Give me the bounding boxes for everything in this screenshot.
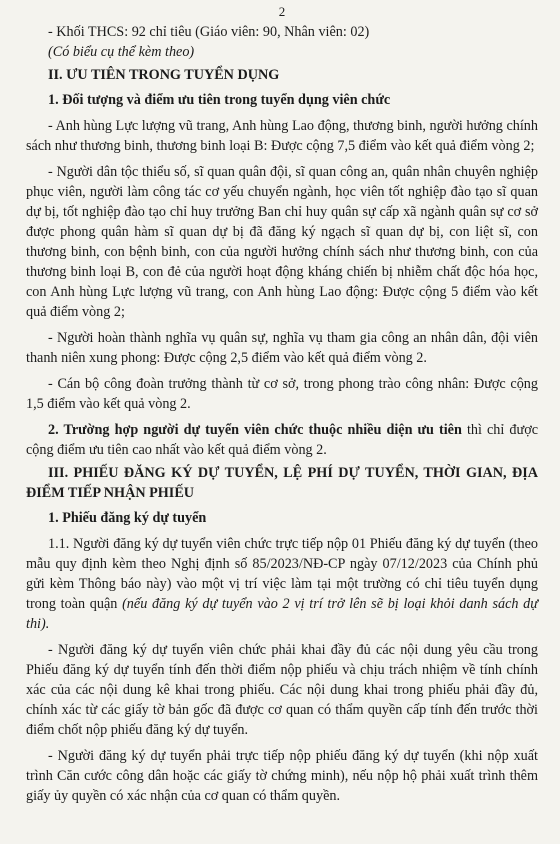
- multiple-priority-bold: 2. Trường hợp người dự tuyển viên chức thuộc nhiều diện ưu tiên: [48, 422, 462, 438]
- attachment-note: (Có biểu cụ thể kèm theo): [48, 44, 195, 60]
- registration-form-note: (nếu đăng ký dự tuyển vào 2 vị trí trở lên sẽ bị loại khỏi danh sách dự thi).: [26, 596, 538, 632]
- multiple-priority-rest: thì chỉ được cộng điểm ưu tiên cao nhất vào kết quả điểm vòng 2.: [26, 422, 538, 458]
- priority-ethnic-paragraph: - Người dân tộc thiểu số, sĩ quan quân đội, sĩ quan công an, quân nhân chuyên nghiệp phục viên, người làm công tác cơ yếu chuyển ngành, học viên tốt nghiệp đào tạo sĩ quan dự bị, tốt nghiệp đào tạo chỉ huy trưởng Ban chỉ huy quân sự cấp xã ngành quân sự cơ sở được phong quân hàm sĩ quan dự bị đã đăng ký ngạch sĩ quan dự bị, con liệt sĩ, con thương binh, con bệnh binh, con của người hưởng chính sách như thương binh, con của thương binh loại B, con đẻ của người hoạt động kháng chiến bị nhiễm chất độc hóa học, con Anh hùng Lực lượng vũ trang, con Anh hùng Lao động: Được cộng 5 điểm vào kết quả điểm vòng 2;: [26, 164, 538, 320]
- section-2-heading: II. ƯU TIÊN TRONG TUYỂN DỤNG: [48, 67, 280, 83]
- registration-form-main: 1.1. Người đăng ký dự tuyển viên chức trực tiếp nộp 01 Phiếu đăng ký dự tuyển (theo mẫu quy định kèm theo Nghị định số 85/2023/NĐ-CP ngày 07/12/2023 của Chính phủ gửi kèm Thông báo này) vào một vị trí việc làm tại một trường có chỉ tiêu tuyển dụng trong toàn quận: [26, 536, 538, 612]
- section-2-1-heading: 1. Đối tượng và điểm ưu tiên trong tuyển dụng viên chức: [48, 92, 391, 108]
- priority-military-service-paragraph: - Người hoàn thành nghĩa vụ quân sự, nghĩa vụ tham gia công an nhân dân, đội viên thanh niên xung phong: Được cộng 2,5 điểm vào kết quả điểm vòng 2.: [26, 330, 538, 366]
- section-3-1-heading: 1. Phiếu đăng ký dự tuyển: [48, 510, 207, 526]
- priority-union-paragraph: - Cán bộ công đoàn trưởng thành từ cơ sở, trong phong trào công nhân: Được cộng 1,5 điểm vào kết quả vòng 2.: [26, 376, 538, 412]
- multiple-priority-paragraph: [26, 420, 538, 460]
- registration-form-paragraph: [26, 534, 538, 634]
- priority-heroes-paragraph: - Anh hùng Lực lượng vũ trang, Anh hùng Lao động, thương binh, người hưởng chính sách như thương binh, thương binh loại B: Được cộng 7,5 điểm vào kết quả điểm vòng 2;: [26, 118, 538, 154]
- submission-paragraph: - Người đăng ký dự tuyển phải trực tiếp nộp phiếu đăng ký dự tuyển (khi nộp xuất trình Căn cước công dân hoặc các giấy tờ chứng minh), nếu nộp hộ phải xuất trình thêm giấy ủy quyền có xác nhận của cơ quan có thẩm quyền.: [26, 748, 538, 804]
- declaration-paragraph: - Người đăng ký dự tuyển viên chức phải khai đầy đủ các nội dung yêu cầu trong Phiếu đăng ký dự tuyển tính đến thời điểm nộp phiếu và chịu trách nhiệm về tính chính xác của các nội dung kê khai trong phiếu. Các nội dung khai trong phiếu phải đầy đủ, chính xác từ các giấy tờ bản gốc đã được cơ quan có thẩm quyền cấp tính đến trước thời điểm chốt nộp phiếu đăng ký dự tuyển.: [26, 642, 538, 738]
- section-3-heading: III. PHIẾU ĐĂNG KÝ DỰ TUYỂN, LỆ PHÍ DỰ TUYỂN, THỜI GIAN, ĐỊA ĐIỂM TIẾP NHẬN PHIẾU: [26, 465, 538, 501]
- page-number: 2: [278, 4, 286, 19]
- quota-line: - Khối THCS: 92 chỉ tiêu (Giáo viên: 90, Nhân viên: 02): [48, 24, 370, 40]
